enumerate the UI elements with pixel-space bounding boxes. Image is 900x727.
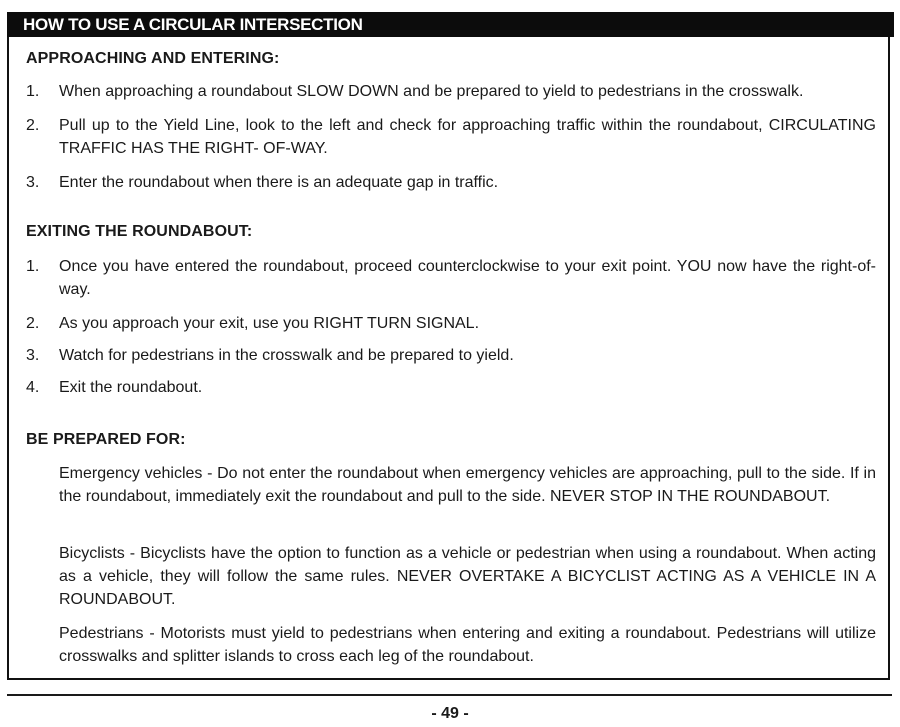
list-item	[26, 344, 876, 367]
list-item	[26, 312, 876, 335]
instruction-box	[7, 12, 890, 680]
paragraph-bicyclists: Bicyclists - Bicyclists have the option to function as a vehicle or pedestrian when using a roundabout. When acting as a vehicle, they will follow the same rules. NEVER OVERTAKE A BICYCLIST ACTING AS A VEHICLE IN A ROUNDABOUT.	[59, 545, 876, 608]
item-number: 3.	[26, 347, 40, 364]
item-number: 1.	[26, 83, 40, 100]
list-item	[26, 376, 876, 399]
section-heading-prepared: BE PREPARED FOR:	[26, 431, 186, 448]
section-heading-approaching: APPROACHING AND ENTERING:	[26, 50, 280, 67]
item-text: Exit the roundabout.	[59, 379, 203, 396]
paragraph-emergency-vehicles: Emergency vehicles - Do not enter the roundabout when emergency vehicles are approaching, pull to the side. If in the roundabout, immediately exit the roundabout and pull to the side. NEVER STOP IN THE ROUNDABOUT.	[59, 465, 876, 505]
item-number: 4.	[26, 379, 40, 396]
item-text: Once you have entered the roundabout, proceed counterclockwise to your exit point. YOU now have the right-of-way.	[59, 258, 876, 298]
paragraph-pedestrians: Pedestrians - Motorists must yield to pedestrians when entering and exiting a roundabout. Pedestrians will utilize crosswalks and splitter islands to cross each leg of the roundabout.	[59, 625, 876, 665]
page-number: - 49 -	[431, 705, 469, 722]
list-item	[26, 80, 876, 103]
item-text: Pull up to the Yield Line, look to the left and check for approaching traffic within the roundabout, CIRCULATING TRAFFIC HAS THE RIGHT- OF-WAY.	[59, 117, 876, 157]
section-heading-exiting: EXITING THE ROUNDABOUT:	[26, 223, 253, 240]
footer-divider	[7, 694, 892, 696]
item-number: 1.	[26, 258, 40, 275]
list-item	[26, 255, 876, 301]
item-text: As you approach your exit, use you RIGHT TURN SIGNAL.	[59, 315, 480, 332]
box-title: HOW TO USE A CIRCULAR INTERSECTION	[7, 12, 894, 37]
item-number: 2.	[26, 117, 40, 134]
list-item	[26, 171, 876, 194]
list-item	[26, 114, 876, 160]
item-text: When approaching a roundabout SLOW DOWN and be prepared to yield to pedestrians in the crosswalk.	[59, 83, 804, 100]
item-text: Enter the roundabout when there is an adequate gap in traffic.	[59, 174, 499, 191]
item-number: 3.	[26, 174, 40, 191]
item-text: Watch for pedestrians in the crosswalk and be prepared to yield.	[59, 347, 514, 364]
item-number: 2.	[26, 315, 40, 332]
